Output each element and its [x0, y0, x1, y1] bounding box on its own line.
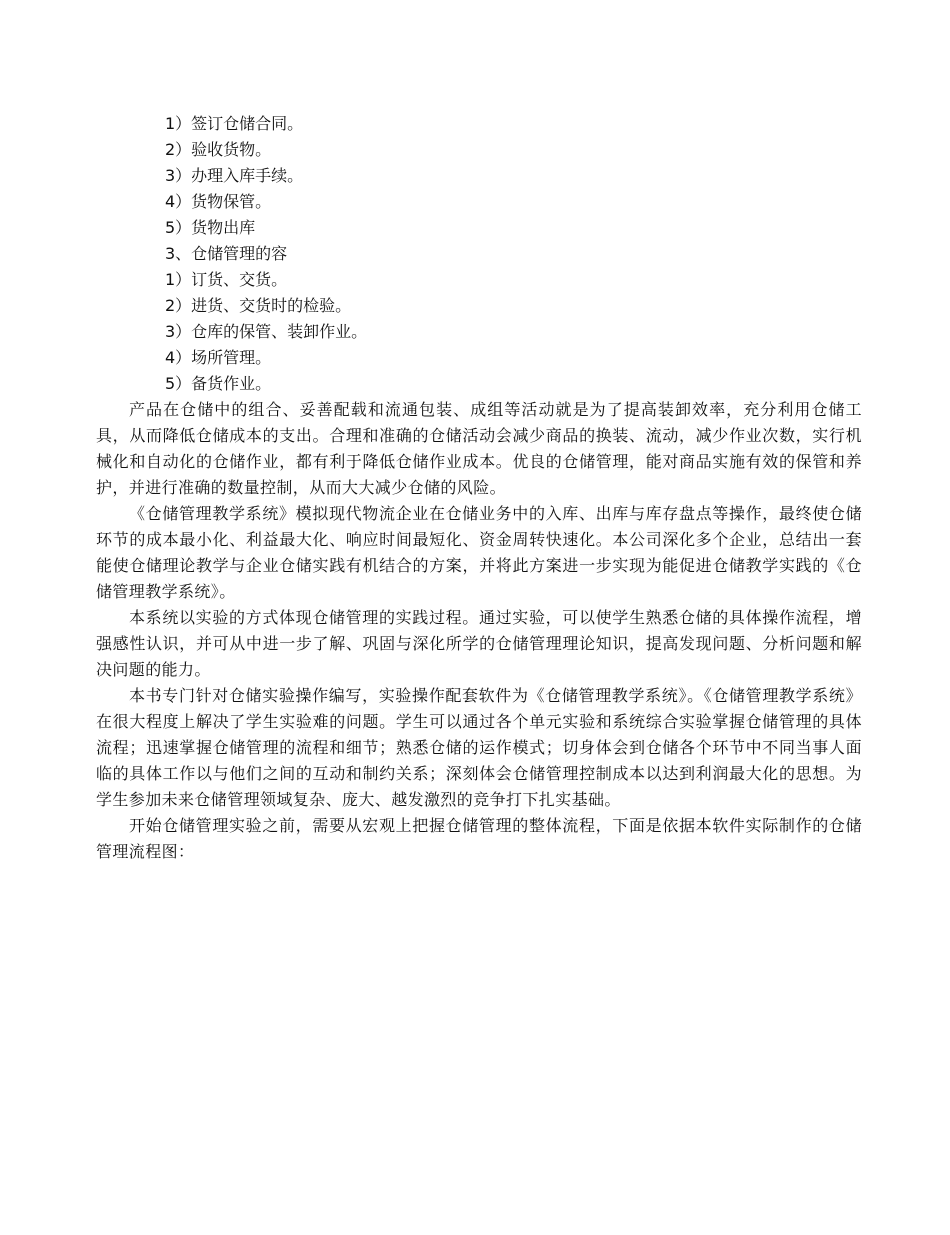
- paragraph: 本书专门针对仓储实验操作编写，实验操作配套软件为《仓储管理教学系统》。《仓储管理教学系统》在很大程度上解决了学生实验难的问题。学生可以通过各个单元实验和系统综合实验掌握仓储管理的具体流程；迅速掌握仓储管理的流程和细节；熟悉仓储的运作模式；切身体会到仓储各个环节中不同当事人面临的具体工作以与他们之间的互动和制约关系；深刻体会仓储管理控制成本以达到利润最大化的思想。为学生参加未来仓储管理领域复杂、庞大、越发激烈的竞争打下扎实基础。: [96, 686, 862, 809]
- list-item: 2）进货、交货时的检验。: [165, 296, 352, 315]
- list-item: 1）签订仓储合同。: [165, 114, 304, 133]
- paragraph: 《仓储管理教学系统》模拟现代物流企业在仓储业务中的入库、出库与库存盘点等操作，最终使仓储环节的成本最小化、利益最大化、响应时间最短化、资金周转快速化。本公司深化多个企业，总结出一套能使仓储理论教学与企业仓储实践有机结合的方案，并将此方案进一步实现为能促进仓储教学实践的《仓储管理教学系统》。: [96, 504, 862, 601]
- list-item: 4）货物保管。: [165, 192, 272, 211]
- paragraph: 产品在仓储中的组合、妥善配载和流通包装、成组等活动就是为了提高装卸效率，充分利用仓储工具，从而降低仓储成本的支出。合理和准确的仓储活动会减少商品的换装、流动，减少作业次数，实行机械化和自动化的仓储作业，都有利于降低仓储作业成本。优良的仓储管理，能对商品实施有效的保管和养护，并进行准确的数量控制，从而大大减少仓储的风险。: [96, 400, 862, 497]
- section-heading: 3、仓储管理的容: [165, 244, 288, 263]
- list-item: 4）场所管理。: [165, 348, 272, 367]
- list-item: 3）仓库的保管、装卸作业。: [165, 322, 368, 341]
- paragraph: 开始仓储管理实验之前，需要从宏观上把握仓储管理的整体流程，下面是依据本软件实际制作的仓储管理流程图：: [96, 816, 862, 861]
- list-item: 3）办理入库手续。: [165, 166, 304, 185]
- body-text: [96, 397, 862, 865]
- list-item: 5）货物出库: [165, 218, 256, 237]
- list-item: 2）验收货物。: [165, 140, 272, 159]
- list-item: 5）备货作业。: [165, 374, 272, 393]
- paragraph: 本系统以实验的方式体现仓储管理的实践过程。通过实验，可以使学生熟悉仓储的具体操作流程，增强感性认识，并可从中进一步了解、巩固与深化所学的仓储管理理论知识，提高发现问题、分析问题和解决问题的能力。: [96, 608, 862, 679]
- list-item: 1）订货、交货。: [165, 270, 288, 289]
- numbered-list: [165, 111, 367, 397]
